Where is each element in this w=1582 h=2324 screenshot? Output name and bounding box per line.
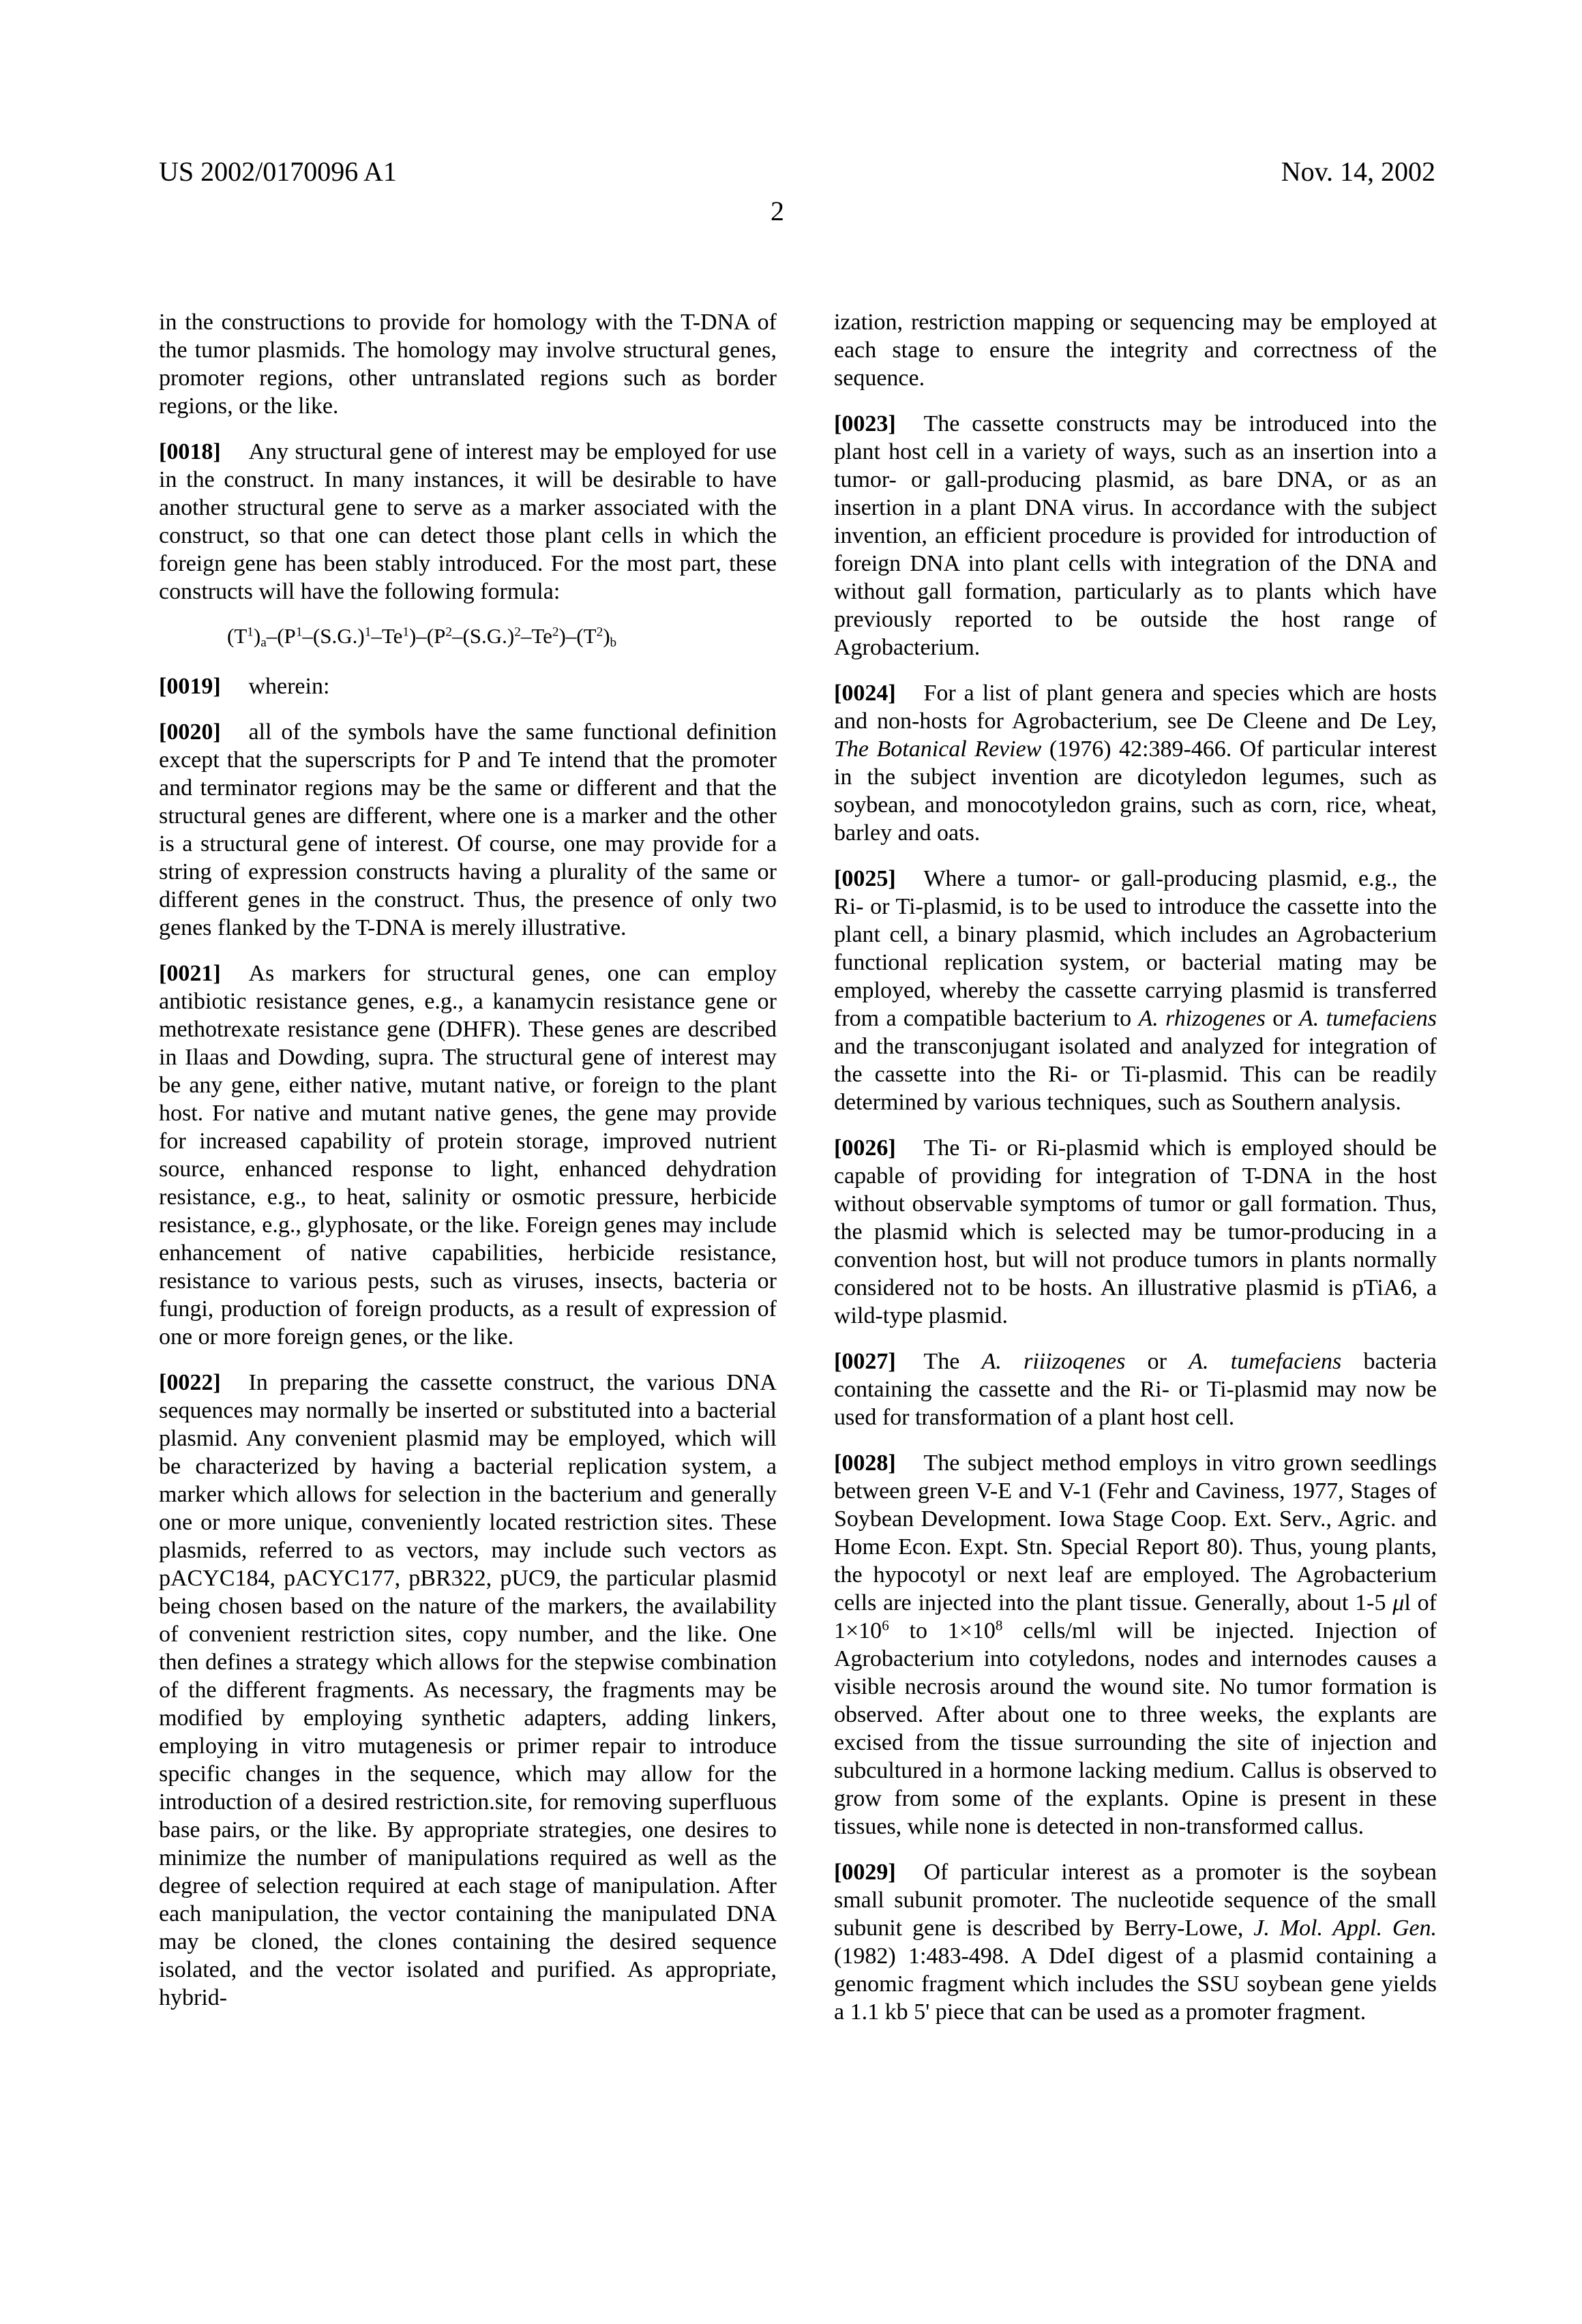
header-publication-date: Nov. 14, 2002 xyxy=(1281,156,1435,187)
text-segment: 2 xyxy=(445,625,452,640)
text-segment: bacteria containing the cassette and the Ri- or Ti-plasmid may now be used for transformation of a plant host cell. xyxy=(834,1349,1437,1430)
text-segment: a xyxy=(260,635,267,650)
text-segment: 2 xyxy=(596,625,603,640)
text-segment: ) xyxy=(253,624,261,648)
text-segment: In preparing the cassette construct, the various DNA sequences may normally be inserted or substituted into a bacterial plasmid. Any convenient plasmid may be employed, which will be characterized by having a bacterial replication system, a marker which allows for selection in the bacterium and generally one or more unique, conveniently located restriction sites. These plasmids, referred to as vectors, may include such vectors as pACYC184, pACYC177, pBR322, pUC9, the particular plasmid being chosen based on the nature of the markers, the availability of convenient restriction sites, copy number, and the like. One then defines a strategy which allows for the stepwise combination of the different fragments. As necessary, the fragments may be modified by employing synthetic adapters, adding linkers, employing in vitro mutagenesis or primer repair to introduce specific changes in the sequence, which may allow for the introduction of a desired restriction.site, for removing superfluous base pairs, or the like. By appropriate strategies, one desires to minimize the number of manipulations required as well as the degree of selection required at each stage of manipulation. After each manipulation, the vector containing the manipulated DNA may be cloned, the clones containing the desired sequence isolated, and the vector isolated and purified. As appropriate, hybrid- xyxy=(159,1370,777,2010)
text-segment: The cassette constructs may be introduced into the plant host cell in a variety of ways, such as an insertion into a tumor- or gall-producing plasmid, as bare DNA, or as an insertion in a plant DNA virus. In accordance with the subject invention, an efficient procedure is provided for introduction of foreign DNA into plant cells with integration of the DNA and without gall formation, particularly as to plants which have previously reported to be outside the host range of Agrobacterium. xyxy=(834,411,1437,660)
text-segment: Any structural gene of interest may be employed for use in the construct. In many instances, it will be desirable to have another structural gene to serve as a marker associated with the construct, so that one can detect those plant cells in which the foreign gene has been stably introduced. For the most part, these constructs will have the following formula: xyxy=(159,439,777,604)
text-segment: 1 xyxy=(402,625,409,640)
text-segment: all of the symbols have the same functional definition except that the superscripts for P and Te intend that the promoter and terminator regions may be the same or different and that the structural genes are different, where one is a marker and the other is a structural gene of interest. Of course, one may provide for a string of expression constructs having a plurality of the same or different genes in the construct. Thus, the presence of only two genes flanked by the T-DNA is merely illustrative. xyxy=(159,719,777,940)
paragraph-0019 xyxy=(159,672,777,700)
paragraph-0027-tag: [0027] xyxy=(834,1349,896,1374)
text-segment: )–(P xyxy=(408,624,446,648)
text-segment: A. rhizogenes xyxy=(1138,1006,1266,1031)
text-segment: ) xyxy=(603,624,610,648)
right-column xyxy=(834,308,1437,2044)
paragraph-0021 xyxy=(159,959,777,1351)
text-segment: The xyxy=(923,1349,982,1374)
text-segment: or xyxy=(1125,1349,1189,1374)
text-segment: 2 xyxy=(552,625,559,640)
text-segment: The subject method employs in vitro grown seedlings between green V-E and V-1 (Fehr and Caviness, 1977, Stages of Soybean Development. Iowa Stage Coop. Ext. Serv., Agric. and Home Econ. Expt. Stn. Special Report 80). Thus, young plants, the hypocotyl or next leaf are employed. The Agrobacterium cells are injected into the plant tissue. Generally, about 1-5 xyxy=(834,1450,1437,1615)
text-segment: and the transconjugant isolated and analyzed for integration of the cassette into the Ri- or Ti-plasmid. This can be readily determined by various techniques, such as Southern analysis. xyxy=(834,1034,1437,1115)
text-segment: 1 xyxy=(247,625,254,640)
paragraph-0018 xyxy=(159,438,777,606)
construct-formula xyxy=(227,623,777,649)
paragraph-0020-tag: [0020] xyxy=(159,719,221,745)
paragraph-0025 xyxy=(834,865,1437,1116)
text-segment: in the constructions to provide for homology with the T-DNA of the tumor plasmids. The homology may involve structural genes, promoter regions, other untranslated regions such as border regions, or the like. xyxy=(159,310,777,419)
text-segment: 1 xyxy=(364,625,372,640)
text-segment: –(S.G.) xyxy=(302,624,365,648)
text-segment: –(P xyxy=(266,624,296,648)
text-segment: Of particular interest as a promoter is the soybean small subunit promoter. The nucleotide sequence of the small subunit gene is described by Berry-Lowe, xyxy=(834,1860,1437,1941)
text-segment: A. tumefaciens xyxy=(1189,1349,1342,1374)
paragraph-0026-tag: [0026] xyxy=(834,1135,896,1161)
paragraph-0028-tag: [0028] xyxy=(834,1450,896,1476)
paragraph-0019-tag: [0019] xyxy=(159,674,221,699)
text-segment: to 1×10 xyxy=(889,1618,996,1643)
text-segment: As markers for structural genes, one can employ antibiotic resistance genes, e.g., a kanamycin resistance gene or methotrexate resistance gene (DHFR). These genes are described in Ilaas and Dowding, supra. The structural gene of interest may be any gene, either native, mutant native, or foreign to the plant host. For native and mutant native genes, the gene may provide for increased capability of protein storage, improved nutrient source, enhanced response to light, enhanced dehydration resistance, e.g., to heat, salinity or osmotic pressure, herbicide resistance, e.g., glyphosate, or the like. Foreign genes may include enhancement of native capabilities, herbicide resistance, resistance to various pests, such as viruses, insects, bacteria or fungi, production of foreign products, as a result of expression of one or more foreign genes, or the like. xyxy=(159,961,777,1350)
text-segment: –Te xyxy=(371,624,403,648)
text-segment: b xyxy=(610,635,617,650)
text-segment: A. riiizoqenes xyxy=(981,1349,1126,1374)
text-segment: 2 xyxy=(514,625,521,640)
text-segment: 1 xyxy=(295,625,303,640)
text-segment: (1976) 42:389-466. Of particular interest in the subject invention are dicotyledon legumes, such as soybean, and monocotyledon grains, such as corn, rice, wheat, barley and oats. xyxy=(834,736,1437,846)
paragraph-0020 xyxy=(159,718,777,942)
paragraph-0022 xyxy=(159,1369,777,2012)
text-segment: –(S.G.) xyxy=(451,624,515,648)
paragraph-0028 xyxy=(834,1449,1437,1841)
paragraph-0027 xyxy=(834,1347,1437,1431)
text-segment: The Botanical Review xyxy=(834,736,1042,762)
paragraph-0023-tag: [0023] xyxy=(834,411,896,436)
text-segment: –Te xyxy=(520,624,552,648)
text-segment: l of 1×10 xyxy=(834,1590,1437,1643)
paragraph-0022-tag: [0022] xyxy=(159,1370,221,1395)
paragraph-0023 xyxy=(834,410,1437,661)
text-segment: The Ti- or Ri-plasmid which is employed should be capable of providing for integration of T-DNA in the host without observable symptoms of tumor or gall formation. Thus, the plasmid which is selected may be tumor-producing in a convention host, but will not produce tumors in plants normally considered not to be hosts. An illustrative plasmid is pTiA6, a wild-type plasmid. xyxy=(834,1135,1437,1328)
text-segment: μ xyxy=(1392,1590,1405,1615)
paragraph-0018-tag: [0018] xyxy=(159,439,221,464)
header-patent-number: US 2002/0170096 A1 xyxy=(159,156,397,187)
paragraph-0029-tag: [0029] xyxy=(834,1860,896,1885)
paragraph-0026 xyxy=(834,1134,1437,1330)
text-segment: For a list of plant genera and species which are hosts and non-hosts for Agrobacterium, see De Cleene and De Ley, xyxy=(834,681,1437,734)
text-segment: or xyxy=(1265,1006,1299,1031)
text-segment: (1982) 1:483-498. A DdeI digest of a plasmid containing a genomic fragment which includes the SSU soybean gene yields a 1.1 kb 5' piece that can be used as a promoter fragment. xyxy=(834,1943,1437,2025)
text-segment: 6 xyxy=(882,1617,889,1634)
text-segment: wherein: xyxy=(248,674,330,699)
left-column xyxy=(159,308,777,2029)
text-segment: A. tumefaciens xyxy=(1298,1006,1437,1031)
paragraph-0024 xyxy=(834,679,1437,847)
paragraph-0024-tag: [0024] xyxy=(834,681,896,706)
text-segment: 8 xyxy=(995,1617,1003,1634)
text-segment: )–(T xyxy=(558,624,597,648)
text-segment: ization, restriction mapping or sequencing may be employed at each stage to ensure the integrity and correctness of the sequence. xyxy=(834,310,1437,391)
text-segment: cells/ml will be injected. Injection of Agrobacterium into cotyledons, nodes and internodes causes a visible necrosis around the wound site. No tumor formation is observed. After about one to three weeks, the explants are excised from the tissue surrounding the site of injection and subcultured in a hormone lacking medium. Callus is observed to grow from some of the explants. Opine is present in these tissues, while none is detected in non-transformed callus. xyxy=(834,1618,1437,1839)
page-number: 2 xyxy=(771,196,784,226)
text-segment: Where a tumor- or gall-producing plasmid, e.g., the Ri- or Ti-plasmid, is to be used to introduce the cassette into the plant cell, a binary plasmid, which includes an Agrobacterium functional replication system, or bacterial mating may be employed, whereby the cassette carrying plasmid is transferred from a compatible bacterium to xyxy=(834,866,1437,1031)
paragraph-continuation-right xyxy=(834,308,1437,392)
paragraph-0025-tag: [0025] xyxy=(834,866,896,891)
paragraph-0029 xyxy=(834,1858,1437,2026)
text-segment: (T xyxy=(227,624,248,648)
paragraph-0021-tag: [0021] xyxy=(159,961,221,986)
paragraph-continuation-left xyxy=(159,308,777,420)
text-segment: J. Mol. Appl. Gen. xyxy=(1253,1916,1437,1941)
